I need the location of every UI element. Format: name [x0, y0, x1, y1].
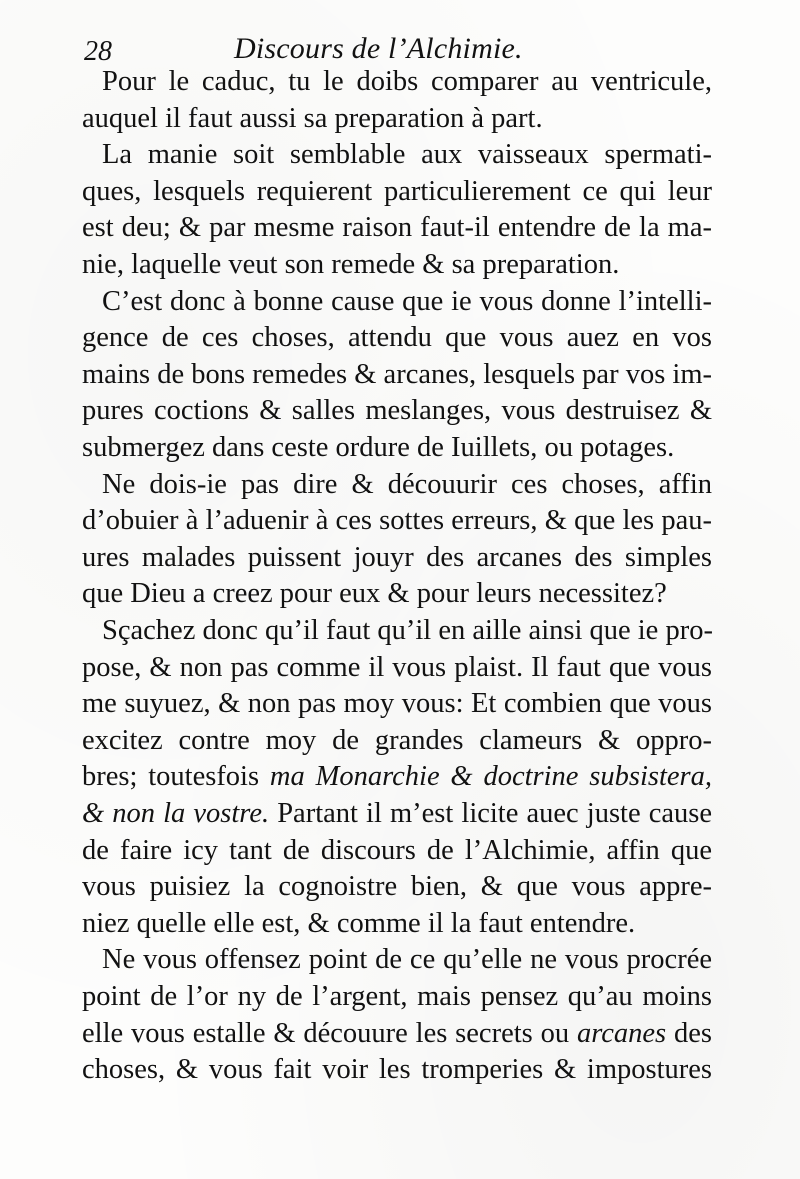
text-line: elle vous estalle & découure les secrets ou arcanes des — [82, 1017, 712, 1049]
text-line: niez quelle elle est, & comme il la faut entendre. — [82, 907, 636, 939]
text-line: Ne dois-ie pas dire & découurir ces choses, affin — [102, 468, 712, 500]
text-line: que Dieu a creez pour eux & pour leurs necessitez? — [82, 578, 667, 610]
text-line: nie, laquelle veut son remede & sa preparation. — [82, 249, 620, 280]
text-line: gence de ces choses, attendu que vous auez en vos — [82, 322, 712, 354]
text-line: me suyuez, & non pas moy vous: Et combien que vous — [82, 688, 712, 720]
text-line: ures malades puissent jouyr des arcanes des simples — [82, 541, 712, 573]
text-line: C’est donc à bonne cause que ie vous donne l’intelli- — [102, 285, 712, 317]
text-line: mains de bons remedes & arcanes, lesquels par vos im- — [82, 358, 712, 390]
text-line: est deu; & par mesme raison faut-il entendre de la ma- — [82, 212, 712, 244]
text-line: de faire icy tant de discours de l’Alchimie, affin que — [82, 834, 712, 866]
text-line: choses, & vous fait voir les tromperies & impostures — [82, 1054, 712, 1086]
text-line: vous puisiez la cognoistre bien, & que vous appre- — [82, 871, 712, 903]
text-line: La manie soit semblable aux vaisseaux spermati- — [102, 139, 712, 171]
text-line: Sçachez donc qu’il faut qu’il en aille ainsi que ie pro- — [102, 615, 713, 646]
text-line: point de l’or ny de l’argent, mais pensez qu’au moins — [82, 981, 712, 1012]
text-line: pose, & non pas comme il vous plaist. Il faut que vous — [82, 651, 712, 683]
page-number: 28 — [84, 36, 112, 67]
text-line: auquel il faut aussi sa preparation à part. — [82, 102, 543, 134]
text-line: d’obuier à l’aduenir à ces sottes erreurs, & que les pau- — [82, 505, 712, 537]
text-line: & non la vostre. Partant il m’est licite auec juste cause — [82, 798, 712, 829]
running-title: Discours de l’Alchimie. — [234, 32, 523, 65]
text-line: Ne vous offensez point de ce qu’elle ne vous procrée — [102, 944, 712, 976]
text-line: pures coctions & salles meslanges, vous destruisez & — [82, 395, 712, 427]
text-line: Pour le caduc, tu le doibs comparer au ventricule, — [102, 66, 712, 97]
text-line: submergez dans ceste ordure de Iuillets, ou potages. — [82, 432, 675, 463]
text-line: excitez contre moy de grandes clameurs & oppro- — [82, 724, 712, 756]
text-line: ques, lesquels requierent particulierement ce qui leur — [82, 175, 712, 207]
body-text — [82, 64, 712, 1104]
text-line: bres; toutesfois ma Monarchie & doctrine subsistera, — [82, 761, 712, 793]
